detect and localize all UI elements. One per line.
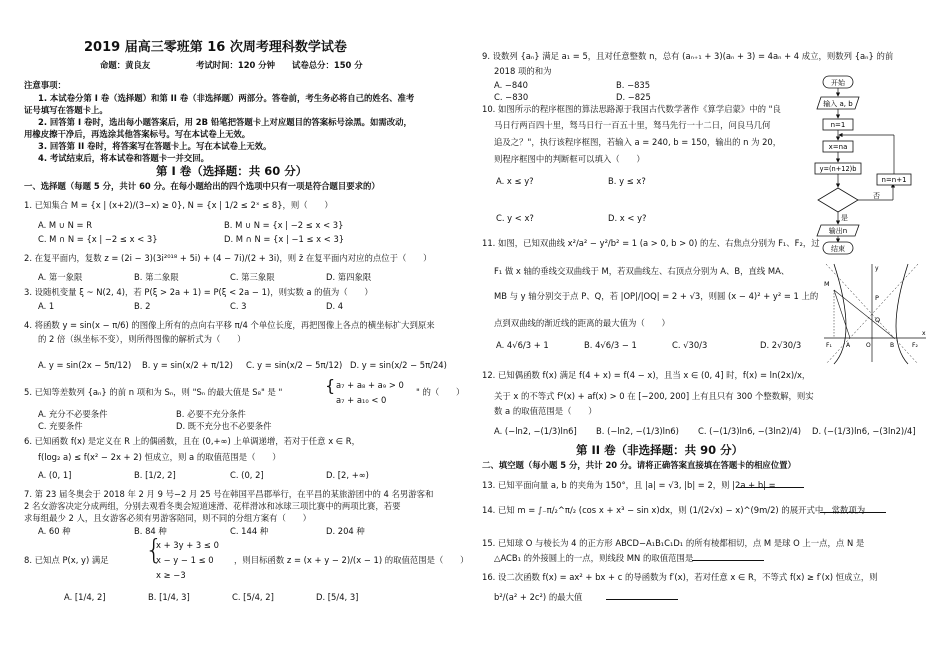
q5-option-a: A. 充分不必要条件: [38, 409, 108, 419]
q2-option-a: A. 第一象限: [38, 272, 83, 282]
exam-time: 考试时间：120 分钟: [196, 60, 276, 70]
note-line: 3. 回答第 II 卷时，将答案写在答题卡上。写在本试卷上无效。: [38, 141, 272, 151]
q4-stem-line1: 4. 将函数 y = sin(x − π/6) 的图像上所有的点向右平移 π/4 个单位长度，再把图像上各点的横坐标扩大到原来: [24, 320, 435, 330]
q5-stem-start: 5. 已知等差数列 {aₙ} 的前 n 项和为 Sₙ，则 "Sₙ 的最大值是 S₈" 是 ": [24, 387, 283, 397]
q8-constraint-2: x − y − 1 ≤ 0: [156, 555, 214, 565]
flow-decision-node: [818, 188, 858, 212]
q1-option-b: B. M ∪ N = {x | −2 ≤ x < 3}: [224, 220, 344, 230]
q15-stem-line2: △ACB₁ 的外接圆上的一点，则线段 MN 的取值范围是: [494, 553, 694, 563]
exam-title: 2019 届高三零班第 16 次周考理科数学试卷: [84, 40, 347, 55]
q6-option-b: B. [1/2, 2]: [134, 470, 176, 480]
q9-option-c: C. −830: [494, 92, 529, 102]
q5-option-d: D. 既不充分也不必要条件: [176, 421, 272, 431]
q12-option-b: B. (−ln2, −(1/3)ln6): [596, 426, 679, 436]
q11-option-a: A. 4√6/3 + 1: [496, 340, 549, 350]
q14-stem: 14. 已知 m = ∫₋π/₂^π/₂ (cos x + x³ − sin x)dx，则 (1/(2√x) − x)^(9m/2) 的展开式中，常数项为: [482, 505, 866, 515]
q12-option-d: D. (−(1/3)ln6, −(3ln2)/4]: [812, 426, 916, 436]
flow-increment-label: n=n+1: [881, 176, 907, 184]
q15-stem-line1: 15. 已知球 O 与棱长为 4 的正方形 ABCD−A₁B₁C₁D₁ 的所有棱都相切，点 M 是球 O 上一点，点 N 是: [482, 538, 865, 548]
flow-init-label: n=1: [830, 121, 846, 129]
q8-option-b: B. [1/4, 3]: [148, 592, 190, 602]
q11-stem-line2: F₁ 做 x 轴的垂线交双曲线于 M，若双曲线左、右顶点分别为 A、B，直线 MA、: [494, 266, 790, 276]
exam-score: 试卷总分：150 分: [292, 60, 363, 70]
q3-option-b: B. 2: [134, 301, 151, 311]
exam-author: 命题：黄良友: [100, 60, 151, 70]
q4-option-c: C. y = sin(x/2 − 5π/12): [246, 360, 343, 370]
q8-brace: {: [145, 533, 163, 566]
q14-answer-blank: [820, 504, 886, 513]
graph-label-p: P: [875, 294, 879, 302]
q7-option-c: C. 144 种: [230, 526, 269, 536]
q8-option-d: D. [5/4, 3]: [316, 592, 359, 602]
q3-option-a: A. 1: [38, 301, 55, 311]
graph-label-a: A: [846, 342, 851, 349]
q2-option-b: B. 第二象限: [134, 272, 179, 282]
q8-stem: 8. 已知点 P(x, y) 满足: [24, 555, 109, 565]
hyperbola-figure: [822, 262, 928, 366]
part2-heading: 第 II 卷（非选择题：共 90 分）: [576, 443, 744, 457]
flow-output-label: 输出n: [828, 227, 848, 235]
right-column: [476, 0, 950, 658]
q9-stem-line1: 9. 设数列 {aₙ} 满足 a₁ = 5，且对任意整数 n，总有 (aₙ₊₁ + 3)(aₙ + 3) = 4aₙ + 4 成立，则数列 {aₙ} 的前: [482, 51, 894, 61]
q5-option-b: B. 必要不充分条件: [176, 409, 246, 419]
note-line: 4. 考试结束后，将本试卷和答题卡一并交回。: [38, 153, 210, 163]
q6-option-c: C. (0, 2]: [230, 470, 264, 480]
q12-option-a: A. (−ln2, −(1/3)ln6]: [494, 426, 577, 436]
flow-start-label: 开始: [831, 79, 845, 87]
q7-option-a: A. 60 种: [38, 526, 71, 536]
q7-option-b: B. 84 种: [134, 526, 167, 536]
q2-option-d: D. 第四象限: [326, 272, 372, 282]
q12-stem-line3: 数 a 的取值范围是（ ）: [494, 406, 597, 416]
q8-constraint-1: x + 3y + 3 ≤ 0: [156, 540, 219, 550]
q11-option-d: D. 2√30/3: [760, 340, 802, 350]
q9-stem-line2: 2018 项的和为: [494, 66, 552, 76]
hyperbola-right-branch: [896, 264, 908, 364]
q16-answer-blank: [606, 591, 678, 600]
q12-option-c: C. (−(1/3)ln6, −(3ln2)/4): [698, 426, 802, 436]
flow-yes-label: 是: [841, 214, 848, 222]
q9-option-a: A. −840: [494, 80, 528, 90]
q1-option-d: D. M ∩ N = {x | −1 ≤ x < 3}: [224, 234, 345, 244]
q12-stem-line2: 关于 x 的不等式 f²(x) + af(x) > 0 在 [−200, 200] 上有且只有 300 个整数解，则实: [494, 391, 814, 401]
q8-option-a: A. [1/4, 2]: [64, 592, 106, 602]
flowchart-diagram: [811, 74, 921, 256]
note-line: 1. 本试卷分第 I 卷（选择题）和第 II 卷（非选择题）两部分。答卷前，考生务必将自己的姓名、准考: [38, 93, 415, 103]
flow-input-label: 输入 a, b: [823, 100, 853, 108]
graph-label-b: B: [890, 342, 895, 349]
notes-label: 注意事项：: [24, 80, 66, 90]
q10-option-c: C. y < x?: [496, 213, 534, 223]
q7-stem-line3: 求每组最少 2 人，且女游客必须有男游客陪同，则不同的分组方案有（ ）: [24, 513, 312, 523]
note-line: 2. 回答第 I 卷时，选出每小题答案后，用 2B 铅笔把答题卡上对应题目的答案标号涂黑。如需改动，: [38, 117, 412, 127]
q10-option-a: A. x ≤ y?: [496, 176, 534, 186]
q1-option-c: C. M ∩ N = {x | −2 ≤ x < 3}: [38, 234, 158, 244]
q5-brace: {: [325, 376, 336, 395]
graph-label-y: y: [875, 265, 879, 272]
q3-option-d: D. 4: [326, 301, 344, 311]
q10-option-b: B. y ≤ x?: [608, 176, 646, 186]
q10-stem-line4: 则程序框图中的判断框可以填入（ ）: [494, 154, 645, 164]
q7-stem-line1: 7. 第 23 届冬奥会于 2018 年 2 月 9 号−2 月 25 号在韩国平昌郡举行，在平昌的某旅游团中的 4 名男游客和: [24, 489, 434, 499]
q16-stem-line1: 16. 设二次函数 f(x) = ax² + bx + c 的导函数为 f′(x)，若对任意 x ∈ R，不等式 f(x) ≥ f′(x) 恒成立，则: [482, 572, 878, 582]
q10-stem-line1: 10. 如图所示的程序框图的算法思路源于我国古代数学著作《算学启蒙》中的 "良: [482, 104, 781, 114]
q4-option-a: A. y = sin(2x − 5π/12): [38, 360, 132, 370]
q11-option-b: B. 4√6/3 − 1: [584, 340, 637, 350]
q7-option-d: D. 204 种: [326, 526, 365, 536]
q6-option-d: D. [2, +∞): [326, 470, 369, 480]
part2-instruction: 二、填空题（每小题 5 分，共计 20 分。请将正确答案直接填在答题卡的相应位置）: [482, 460, 796, 470]
graph-label-q: Q: [875, 316, 881, 324]
graph-label-f1: F₁: [826, 342, 832, 349]
q4-option-d: D. y = sin(x/2 − 5π/24): [350, 360, 447, 370]
q10-stem-line3: 追及之？"，执行该程序框图，若输入 a = 240, b = 150，输出的 n 为 20，: [494, 137, 782, 147]
part1-instruction: 一、选择题（每题 5 分，共计 60 分。在每小题给出的四个选项中只有一项是符合题目要求的）: [24, 181, 380, 191]
q11-option-c: C. √30/3: [672, 340, 708, 350]
q3-option-c: C. 3: [230, 301, 247, 311]
q4-option-b: B. y = sin(x/2 + π/12): [142, 360, 233, 370]
q13-stem: 13. 已知平面向量 a, b 的夹角为 150°，且 |a| = √3, |b| = 2，则 |2a + b| =: [482, 480, 776, 490]
q6-stem-line1: 6. 已知函数 f(x) 是定义在 R 上的偶函数，且在 (0,+∞) 上单调递增，若对于任意 x ∈ R，: [24, 436, 360, 446]
q10-option-d: D. x < y?: [608, 213, 647, 223]
q6-stem-line2: f(log₂ a) ≤ f(x² − 2x + 2) 恒成立，则 a 的取值范围是（ ）: [38, 452, 281, 462]
q1-option-a: A. M ∪ N = R: [38, 220, 93, 230]
note-line: 用橡皮擦干净后，再选涂其他答案标号。写在本试卷上无效。: [24, 129, 251, 139]
note-line: 证号填写在答题卡上。: [24, 105, 108, 115]
q5-option-c: C. 充要条件: [38, 421, 83, 431]
q5-condition-2: a₇ + a₁₀ < 0: [336, 395, 387, 405]
q6-option-a: A. (0, 1]: [38, 470, 72, 480]
left-column: [0, 0, 468, 658]
q1-stem: 1. 已知集合 M = {x | (x+2)/(3−x) ≥ 0}, N = {x | 1/2 ≤ 2ˣ ≤ 8}，则（ ）: [24, 200, 333, 210]
q8-option-c: C. [5/4, 2]: [232, 592, 274, 602]
graph-label-x: x: [922, 330, 926, 337]
q4-stem-line2: 的 2 倍（纵坐标不变），则所得图像的解析式为（ ）: [38, 334, 246, 344]
flow-x-label: x=na: [828, 143, 848, 151]
q12-stem-line1: 12. 已知偶函数 f(x) 满足 f(4 + x) = f(4 − x)，且当 x ∈ (0, 4] 时，f(x) = ln(2x)/x，: [482, 370, 811, 380]
q7-stem-line2: 2 名女游客决定分成两组，分别去观看冬奥会短道速滑、花样滑冰和冰球三项比赛中的两项比赛，若要: [24, 501, 401, 511]
graph-label-f2: F₂: [912, 342, 918, 349]
q3-stem: 3. 设随机变量 ξ ~ N(2, 4)，若 P(ξ > 2a + 1) = P(ξ < 2a − 1)，则实数 a 的值为（ ）: [24, 287, 373, 297]
q11-stem-line4: 点到双曲线的渐近线的距离的最大值为（ ）: [494, 318, 670, 328]
q2-stem: 2. 在复平面内，复数 z = (2i − 3)(3i²⁰¹⁸ + 5i) + (4 − 7i)/(2 + 3i)，则 z̄ 在复平面内对应的点位于（ ）: [24, 253, 432, 263]
q16-stem-line2: b²/(a² + 2c²) 的最大值: [494, 592, 583, 602]
q9-option-b: B. −835: [616, 80, 651, 90]
q15-answer-blank: [692, 552, 764, 561]
flow-y-label: y=(n+12)b: [819, 165, 857, 173]
part1-heading: 第 I 卷（选择题：共 60 分）: [156, 164, 308, 178]
q11-stem-line1: 11. 如图，已知双曲线 x²/a² − y²/b² = 1 (a > 0, b > 0) 的左、右焦点分别为 F₁、F₂，过: [482, 238, 820, 248]
q13-answer-blank: [738, 479, 804, 488]
q11-stem-line3: MB 与 y 轴分别交于点 P、Q，若 |OP|/|OQ| = 2 + √3，则圆 (x − 4)² + y² = 1 上的: [494, 291, 819, 301]
q10-stem-line2: 马日行两百四十里，驽马日行一百五十里，驽马先行一十二日，问良马几何: [494, 120, 771, 130]
q5-stem-end: " 的（ ）: [416, 387, 465, 397]
q8-stem-tail: ，则目标函数 z = (x + y − 2)/(x − 1) 的取值范围是（ ）: [234, 555, 469, 565]
q9-option-d: D. −825: [616, 92, 651, 102]
flow-end-label: 结束: [831, 245, 845, 253]
graph-label-o: O: [866, 342, 871, 349]
graph-label-m: M: [824, 280, 830, 288]
q2-option-c: C. 第三象限: [230, 272, 275, 282]
q5-condition-1: a₇ + a₈ + a₉ > 0: [336, 380, 404, 390]
flow-no-label: 否: [873, 192, 880, 200]
q8-constraint-3: x ≥ −3: [156, 570, 186, 580]
